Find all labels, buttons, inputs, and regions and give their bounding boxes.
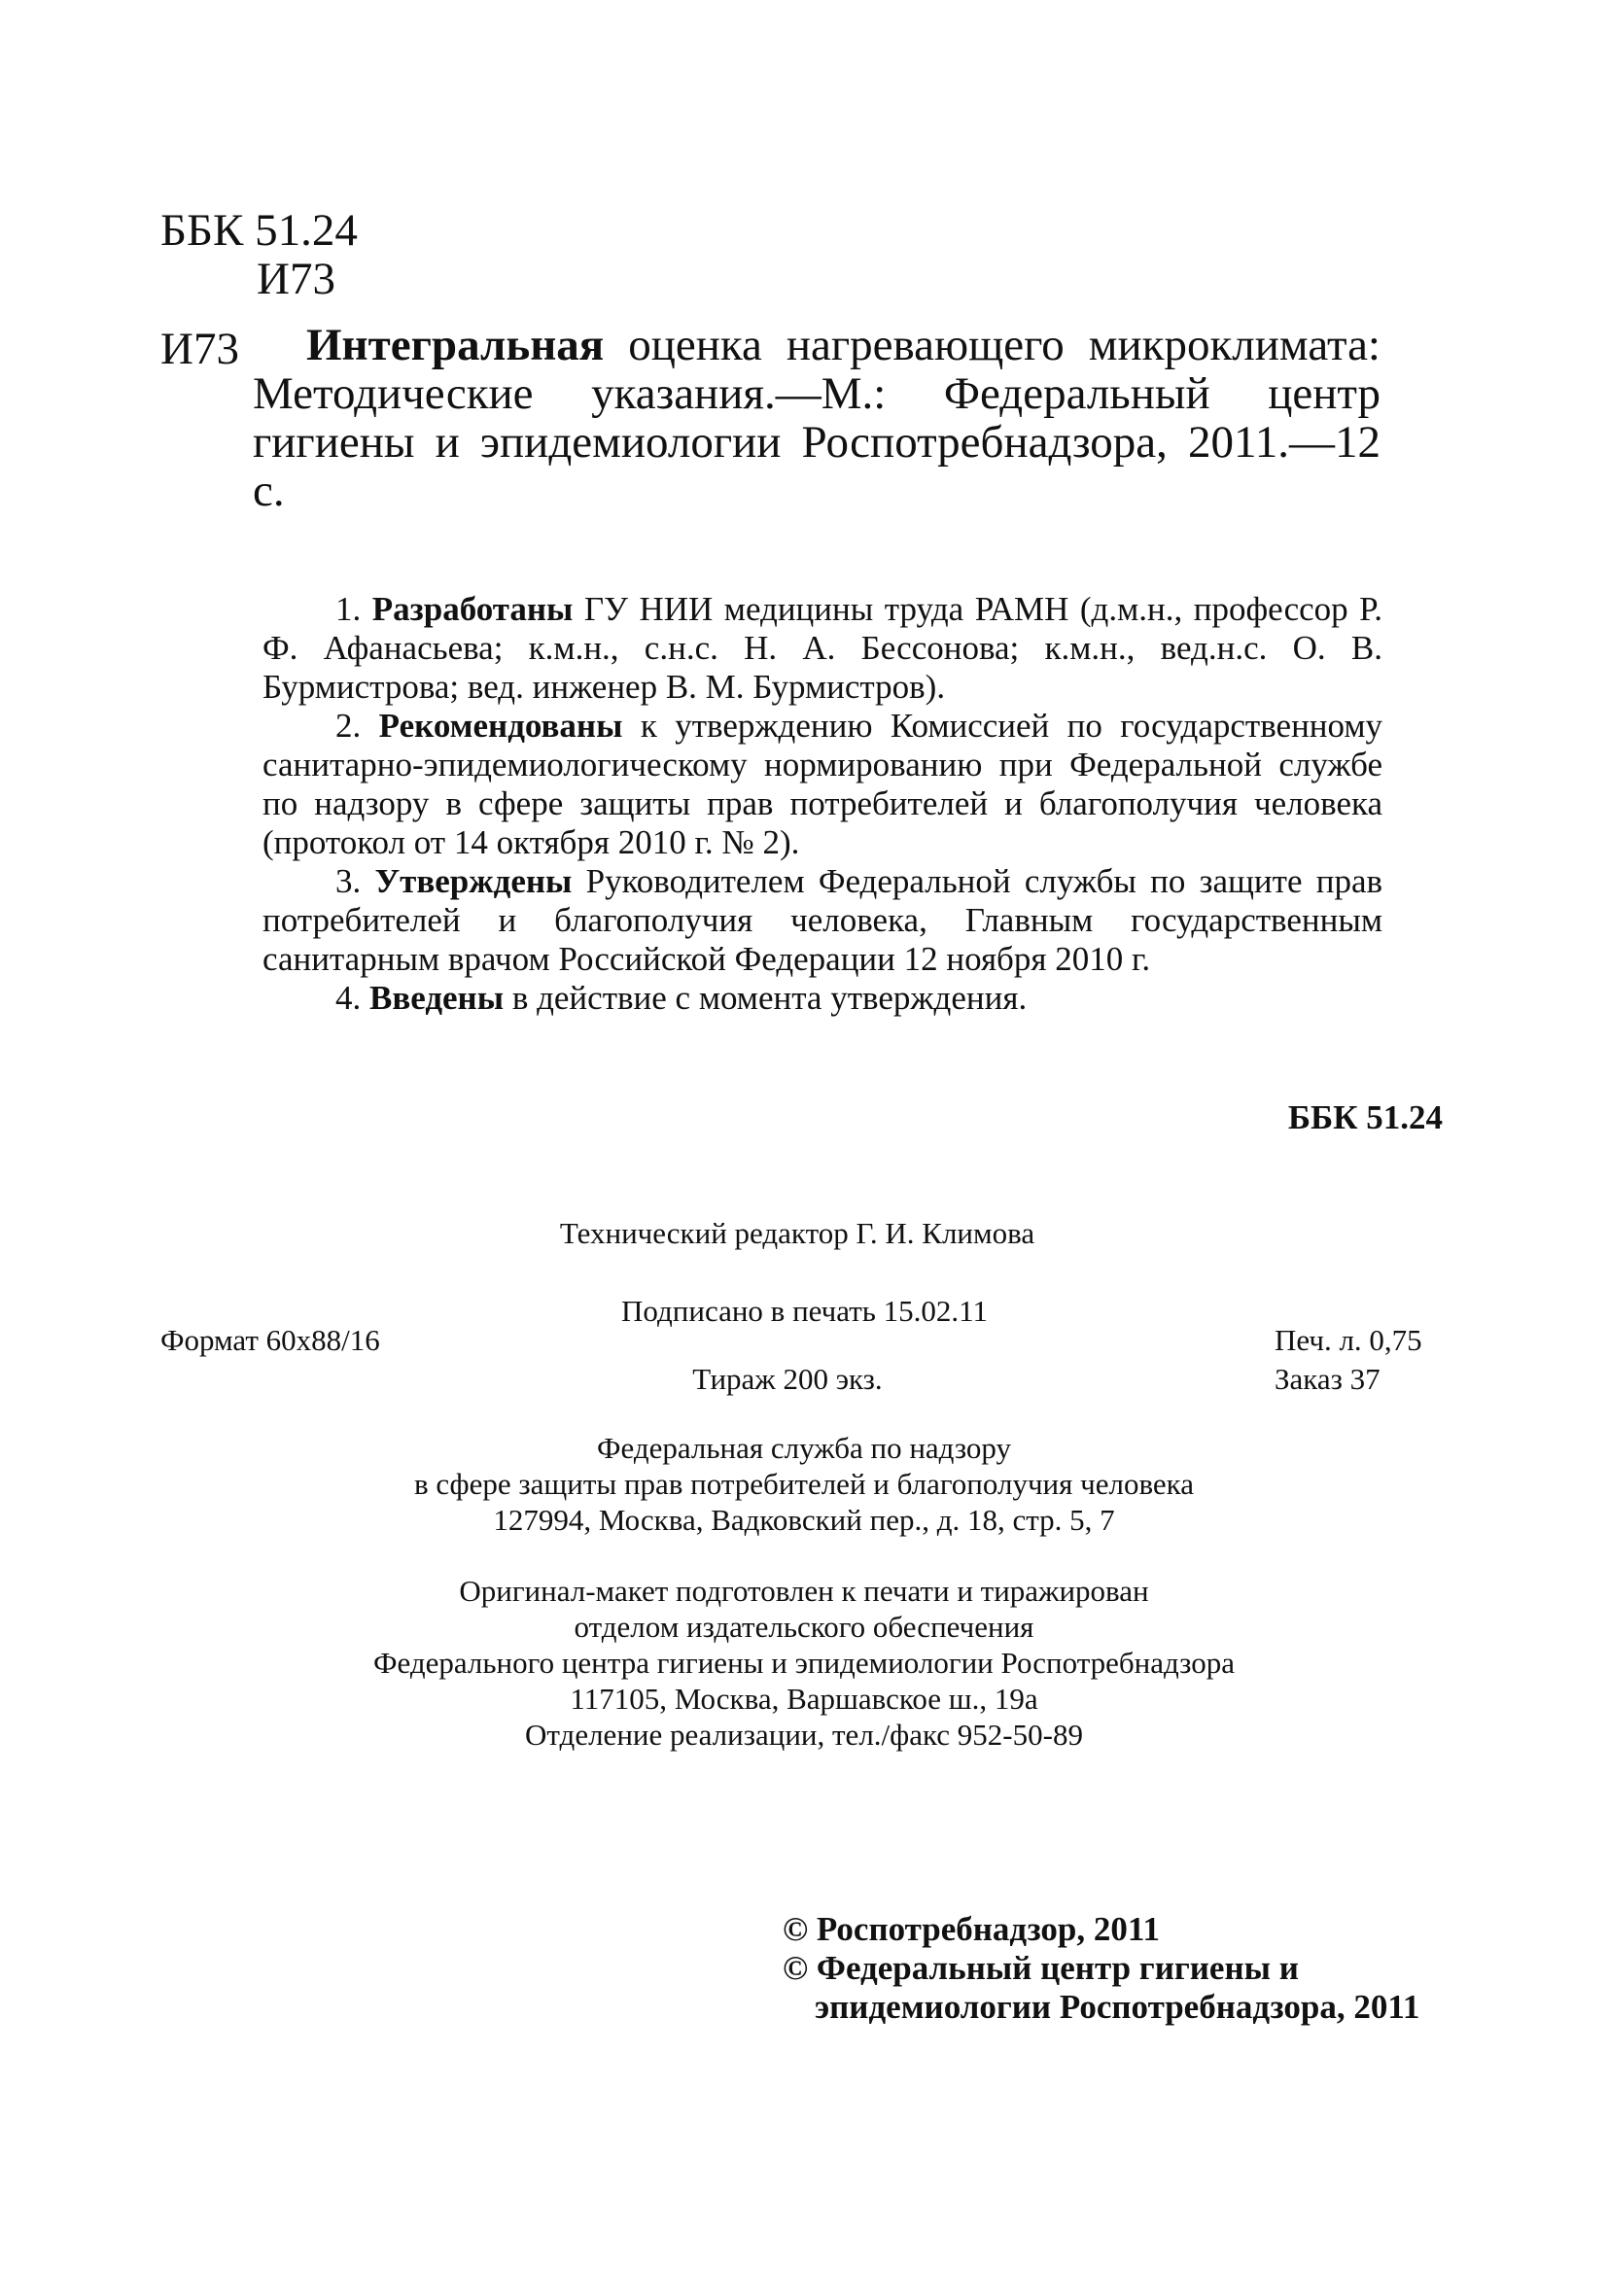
paper-format: Формат 60x88/16 bbox=[160, 1323, 380, 1357]
publisher-line: Федеральная служба по надзору bbox=[597, 1431, 1011, 1465]
publisher-line: 127994, Москва, Вадковский пер., д. 18, стр. 5, 7 bbox=[493, 1503, 1115, 1537]
layout-info-line: Федерального центра гигиены и эпидемиологии Роспотребнадзора bbox=[373, 1646, 1235, 1680]
layout-info-line: Отделение реализации, тел./факс 952-50-89 bbox=[525, 1718, 1083, 1752]
signed-to-print: Подписано в печать 15.02.11 bbox=[621, 1294, 988, 1328]
note-text: ГУ НИИ медицины труда РАМН (д.м.н., профессор Р. Ф. Афанасьева; к.м.н., с.н.с. Н. А. Бессонова; к.м.н., вед.н.с. О. В. Бурмистрова; вед. инженер В. М. Бурмистров). bbox=[262, 590, 1383, 706]
copyright-line: © Федеральный центр гигиены и bbox=[783, 1949, 1299, 1987]
note-keyword: Разработаны bbox=[371, 590, 574, 628]
copyright-line: © Роспотребнадзор, 2011 bbox=[783, 1910, 1160, 1948]
technical-editor: Технический редактор Г. И. Климова bbox=[559, 1216, 1035, 1250]
bibliographic-entry bbox=[253, 321, 1381, 515]
printed-sheets: Печ. л. 0,75 bbox=[1275, 1323, 1422, 1357]
note-item bbox=[262, 979, 1382, 1018]
note-text: Руководителем Федеральной службы по защите прав потребителей и благополучия человека, Главным государственным санитарным врачом Российской Федерации 12 ноября 2010 г. bbox=[262, 862, 1383, 978]
bbk-code-footer: ББК 51.24 bbox=[1287, 1098, 1443, 1136]
author-mark: И73 bbox=[257, 254, 335, 304]
note-keyword: Рекомендованы bbox=[378, 707, 623, 745]
publisher-line: в сфере защиты прав потребителей и благополучия человека bbox=[413, 1467, 1195, 1501]
note-number: 2. bbox=[335, 707, 362, 745]
entry-author-mark: И73 bbox=[160, 324, 239, 374]
note-item bbox=[262, 862, 1382, 979]
layout-info-line: отделом издательского обеспечения bbox=[574, 1610, 1034, 1644]
entry-title-bold: Интегральная bbox=[306, 320, 605, 370]
bbk-code: ББК 51.24 bbox=[160, 205, 358, 256]
layout-info-block bbox=[0, 1573, 1608, 1753]
order-number: Заказ 37 bbox=[1275, 1362, 1381, 1396]
copyright-block bbox=[783, 1910, 1419, 2027]
note-number: 1. bbox=[335, 590, 362, 628]
layout-info-line: 117105, Москва, Варшавское ш., 19а bbox=[570, 1682, 1038, 1716]
print-run: Тираж 200 экз. bbox=[692, 1362, 883, 1396]
note-keyword: Утверждены bbox=[374, 862, 573, 900]
entry-description: оценка нагревающего микроклимата: Методические указания.—М.: Федеральный центр гигиены и эпидемиологии Роспотребнадзора, 2011.—12 с. bbox=[253, 320, 1381, 516]
note-keyword: Введены bbox=[369, 979, 505, 1017]
copyright-line: эпидемиологии Роспотребнадзора, 2011 bbox=[815, 1988, 1420, 2026]
note-text: к утверждению Комиссией по государственному санитарно-эпидемиологическому нормированию при Федеральной службе по надзору в сфере защиты прав потребителей и благополучия человека (протокол от 14 октября 2010 г. № 2). bbox=[262, 707, 1383, 861]
layout-info-line: Оригинал-макет подготовлен к печати и тиражирован bbox=[459, 1574, 1149, 1608]
note-text: в действие с момента утверждения. bbox=[504, 979, 1028, 1017]
note-number: 3. bbox=[335, 862, 362, 900]
note-number: 4. bbox=[335, 979, 362, 1017]
note-item bbox=[262, 590, 1382, 707]
publisher-block bbox=[0, 1430, 1608, 1538]
note-item bbox=[262, 707, 1382, 862]
notes-list bbox=[262, 590, 1382, 1018]
